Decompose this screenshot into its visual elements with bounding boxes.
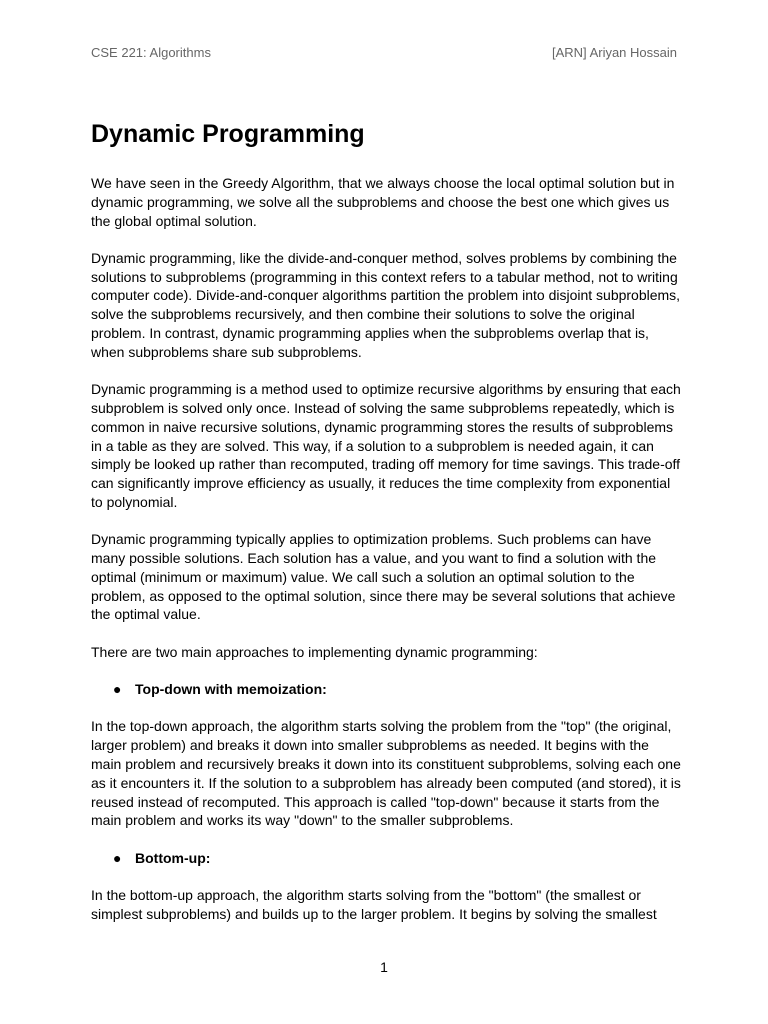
- document-body: [91, 174, 683, 942]
- paragraph-top-down: In the top-down approach, the algorithm starts solving the problem from the "top" (the original, larger problem) and breaks it down into smaller subproblems as needed. It begins with the main problem and recursively breaks it down into its constituent subproblems, solving each one as it encounters it. If the solution to a subproblem has already been computed (and stored), it is reused instead of recomputed. This approach is called "top-down" because it starts from the main problem and works its way "down" to the smaller subproblems.: [91, 718, 681, 829]
- bullet-label: Bottom-up:: [135, 849, 211, 866]
- page-number: 1: [380, 959, 388, 975]
- course-label: CSE 221: Algorithms: [91, 45, 211, 60]
- paragraph-approaches-intro: There are two main approaches to implementing dynamic programming:: [91, 643, 538, 660]
- paragraph-divide-and-conquer: Dynamic programming, like the divide-and-conquer method, solves problems by combining the solutions to subproblems (programming in this context refers to a tabular method, not to writing computer code). Divide-and-conquer algorithms partition the problem into disjoint subproblems, solve the subproblems recursively, and then combine their solutions to solve the original problem. In contrast, dynamic programming applies when the subproblems overlap that is, when subproblems share sub subproblems.: [91, 249, 681, 360]
- page-header: [91, 45, 677, 61]
- bullet-top-down: [91, 680, 683, 699]
- bullet-bottom-up: [91, 849, 683, 868]
- page-title: Dynamic Programming: [91, 120, 365, 148]
- paragraph-optimize-recursion: Dynamic programming is a method used to optimize recursive algorithms by ensuring that each subproblem is solved only once. Instead of solving the same subproblems repeatedly, which is common in naive recursive solutions, dynamic programming stores the results of subproblems in a table as they are solved. This way, if a solution to a subproblem is needed again, it can simply be looked up rather than recomputed, trading off memory for time savings. This trade-off can significantly improve efficiency as usually, it reduces the time complexity from exponential to polynomial.: [91, 381, 681, 510]
- paragraph-greedy-comparison: We have seen in the Greedy Algorithm, that we always choose the local optimal solution but in dynamic programming, we solve all the subproblems and choose the best one which gives us the global optimal solution.: [91, 175, 675, 229]
- bullet-dot-icon: ●: [113, 849, 122, 866]
- bullet-dot-icon: ●: [113, 681, 122, 698]
- author-label: [ARN] Ariyan Hossain: [552, 45, 677, 60]
- paragraph-optimization-problems: Dynamic programming typically applies to optimization problems. Such problems can have many possible solutions. Each solution has a value, and you want to find a solution with the optimal (minimum or maximum) value. We call such a solution an optimal solution to the problem, as opposed to the optimal solution, since there may be several solutions that achieve the optimal value.: [91, 531, 676, 623]
- paragraph-bottom-up: In the bottom-up approach, the algorithm starts solving from the "bottom" (the smallest or simplest subproblems) and builds up to the larger problem. It begins by solving the smallest: [91, 886, 657, 922]
- bullet-label: Top-down with memoization:: [135, 681, 327, 698]
